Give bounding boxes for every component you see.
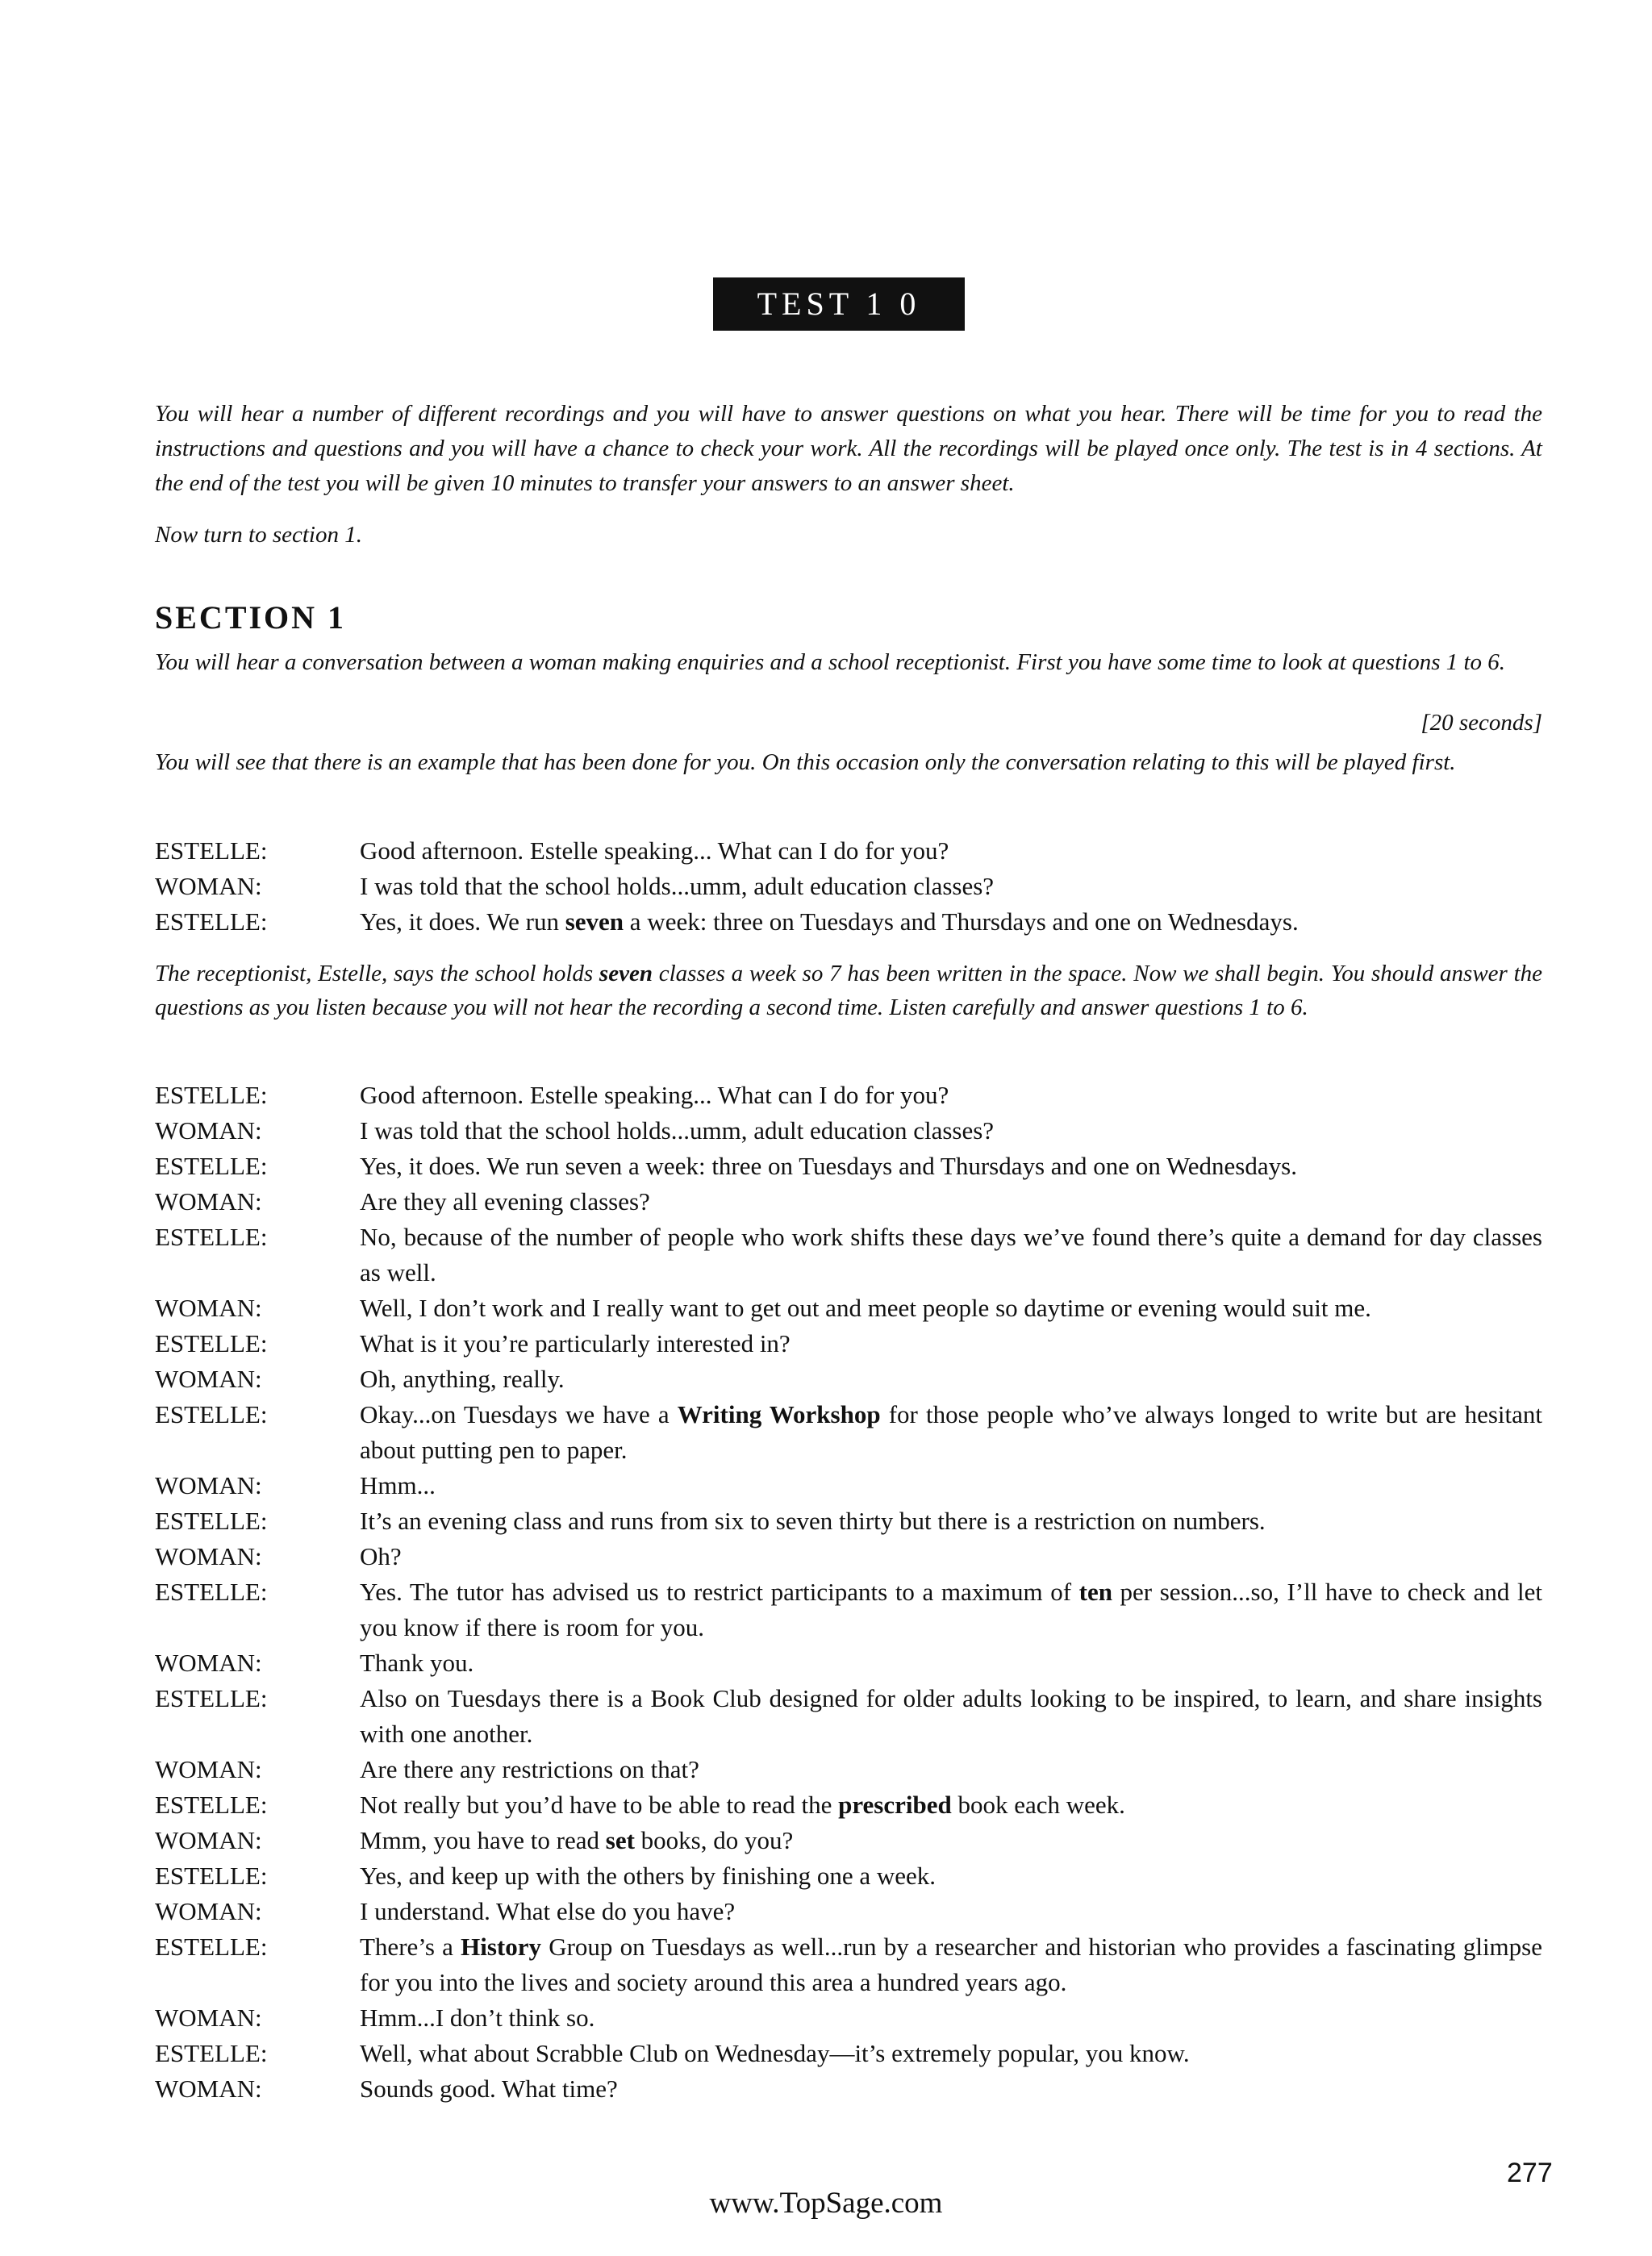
test-banner: TEST 1 0 — [713, 277, 965, 331]
dialogue-line: Well, I don’t work and I really want to get out and meet people so daytime or evening would suit me. — [360, 1294, 1371, 1322]
dialogue-line: It’s an evening class and runs from six to seven thirty but there is a restriction on numbers. — [360, 1507, 1266, 1535]
dialogue-row — [155, 1574, 1542, 1645]
footer-url: www.TopSage.com — [709, 2187, 943, 2220]
dialogue-line: What is it you’re particularly interested in? — [360, 1329, 791, 1357]
main-dialogue — [155, 1078, 1542, 2107]
dialogue-row — [155, 1397, 1542, 1468]
speaker-label: WOMAN: — [155, 2004, 262, 2032]
speaker-label: ESTELLE: — [155, 1578, 268, 1606]
speaker-label: ESTELLE: — [155, 1791, 268, 1819]
speaker-label: WOMAN: — [155, 1542, 262, 1570]
dialogue-row — [155, 1220, 1542, 1291]
dialogue-line: Are there any restrictions on that? — [360, 1755, 699, 1783]
dialogue-row — [155, 1326, 1542, 1362]
speaker-label: ESTELLE: — [155, 1933, 268, 1961]
dialogue-row — [155, 1362, 1542, 1397]
test-instructions — [155, 397, 1542, 501]
dialogue-row — [155, 1539, 1542, 1574]
speaker-label: WOMAN: — [155, 1897, 262, 1925]
speaker-label: WOMAN: — [155, 1294, 262, 1322]
speaker-label: ESTELLE: — [155, 2039, 268, 2067]
dialogue-line: Hmm... — [360, 1471, 436, 1499]
dialogue-line: Oh, anything, really. — [360, 1365, 565, 1393]
speaker-label: ESTELLE: — [155, 907, 268, 936]
speaker-label: ESTELLE: — [155, 1152, 268, 1180]
page-number: 277 — [1507, 2158, 1553, 2188]
speaker-label: ESTELLE: — [155, 1329, 268, 1357]
dialogue-row — [155, 1468, 1542, 1503]
now-turn-instruction: Now turn to section 1. — [155, 522, 362, 548]
dialogue-row — [155, 904, 1542, 940]
dialogue-row — [155, 1929, 1542, 2000]
speaker-label: WOMAN: — [155, 2075, 262, 2103]
dialogue-line: Not really but you’d have to be able to read the prescribed book each week. — [360, 1791, 1125, 1819]
dialogue-row — [155, 1184, 1542, 1220]
speaker-label: WOMAN: — [155, 1471, 262, 1499]
speaker-label: ESTELLE: — [155, 1400, 268, 1428]
dialogue-line: Oh? — [360, 1542, 402, 1570]
section-title: SECTION 1 — [155, 599, 347, 636]
speaker-label: ESTELLE: — [155, 1507, 268, 1535]
dialogue-row — [155, 2071, 1542, 2107]
answer-note: The receptionist, Estelle, says the school holds seven classes a week so 7 has been written in the space. Now we shall begin. You should answer the questions as you listen because you will not hear the recording a second time. Listen carefully and answer questions 1 to 6. — [155, 961, 1543, 1020]
dialogue-row — [155, 1078, 1542, 1113]
intro-paragraph: You will hear a number of different recordings and you will have to answer questions on what you hear. There will be time for you to read the instructions and questions and you will have a chance to check your work. All the recordings will be played once only. The test is in 4 sections. At the end of the test you will be given 10 minutes to transfer your answers to an answer sheet. — [155, 401, 1542, 496]
dialogue-row — [155, 1291, 1542, 1326]
speaker-label: WOMAN: — [155, 1187, 262, 1216]
example-dialogue — [155, 833, 1542, 940]
dialogue-line: Yes, it does. We run seven a week: three on Tuesdays and Thursdays and one on Wednesdays. — [360, 907, 1299, 936]
dialogue-line: Are they all evening classes? — [360, 1187, 650, 1216]
dialogue-row — [155, 1752, 1542, 1787]
dialogue-row — [155, 1823, 1542, 1858]
speaker-label: WOMAN: — [155, 1826, 262, 1854]
dialogue-line: Yes, and keep up with the others by finishing one a week. — [360, 1862, 937, 1890]
dialogue-line: I was told that the school holds...umm, adult education classes? — [360, 872, 995, 900]
speaker-label: WOMAN: — [155, 1649, 262, 1677]
speaker-label: ESTELLE: — [155, 1862, 268, 1890]
section-intro: You will hear a conversation between a woman making enquiries and a school receptionist. First you have some time to look at questions 1 to 6. — [155, 649, 1506, 675]
seconds-note: [20 seconds] — [1420, 710, 1542, 736]
speaker-label: ESTELLE: — [155, 1223, 268, 1251]
dialogue-line: I understand. What else do you have? — [360, 1897, 736, 1925]
speaker-label: ESTELLE: — [155, 836, 268, 865]
dialogue-row — [155, 1858, 1542, 1894]
dialogue-row — [155, 1149, 1542, 1184]
example-intro: You will see that there is an example that has been done for you. On this occasion only the conversation relating to this will be played first. — [155, 749, 1456, 775]
dialogue-line: There’s a History Group on Tuesdays as well...run by a researcher and historian who provides a fascinating glimpse for you into the lives and society around this area a hundred years ago. — [360, 1933, 1542, 1996]
dialogue-row — [155, 1645, 1542, 1681]
dialogue-row — [155, 1787, 1542, 1823]
speaker-label: WOMAN: — [155, 1365, 262, 1393]
speaker-label: WOMAN: — [155, 872, 262, 900]
dialogue-line: Yes. The tutor has advised us to restrict participants to a maximum of ten per session...so, I’ll have to check and let you know if there is room for you. — [360, 1578, 1542, 1641]
dialogue-line: Thank you. — [360, 1649, 474, 1677]
dialogue-row — [155, 1113, 1542, 1149]
dialogue-line: Okay...on Tuesdays we have a Writing Workshop for those people who’ve always longed to write but are hesitant about putting pen to paper. — [360, 1400, 1543, 1464]
dialogue-line: I was told that the school holds...umm, adult education classes? — [360, 1116, 995, 1145]
dialogue-line: Well, what about Scrabble Club on Wednesday—it’s extremely popular, you know. — [360, 2039, 1190, 2067]
speaker-label: WOMAN: — [155, 1116, 262, 1145]
dialogue-line: Also on Tuesdays there is a Book Club designed for older adults looking to be inspired, to learn, and share insights with one another. — [360, 1684, 1542, 1748]
dialogue-line: Yes, it does. We run seven a week: three on Tuesdays and Thursdays and one on Wednesdays. — [360, 1152, 1297, 1180]
dialogue-line: Good afternoon. Estelle speaking... What can I do for you? — [360, 1081, 949, 1109]
dialogue-row — [155, 2036, 1542, 2071]
dialogue-line: Good afternoon. Estelle speaking... What can I do for you? — [360, 836, 949, 865]
dialogue-row — [155, 1894, 1542, 1929]
dialogue-line: Sounds good. What time? — [360, 2075, 618, 2103]
dialogue-row — [155, 869, 1542, 904]
dialogue-row — [155, 833, 1542, 869]
dialogue-row — [155, 1503, 1542, 1539]
speaker-label: WOMAN: — [155, 1755, 262, 1783]
dialogue-line: Hmm...I don’t think so. — [360, 2004, 595, 2032]
dialogue-row — [155, 2000, 1542, 2036]
dialogue-line: Mmm, you have to read set books, do you? — [360, 1826, 794, 1854]
speaker-label: ESTELLE: — [155, 1081, 268, 1109]
dialogue-row — [155, 1681, 1542, 1752]
speaker-label: ESTELLE: — [155, 1684, 268, 1712]
dialogue-line: No, because of the number of people who work shifts these days we’ve found there’s quite a demand for day classes as well. — [360, 1223, 1542, 1286]
